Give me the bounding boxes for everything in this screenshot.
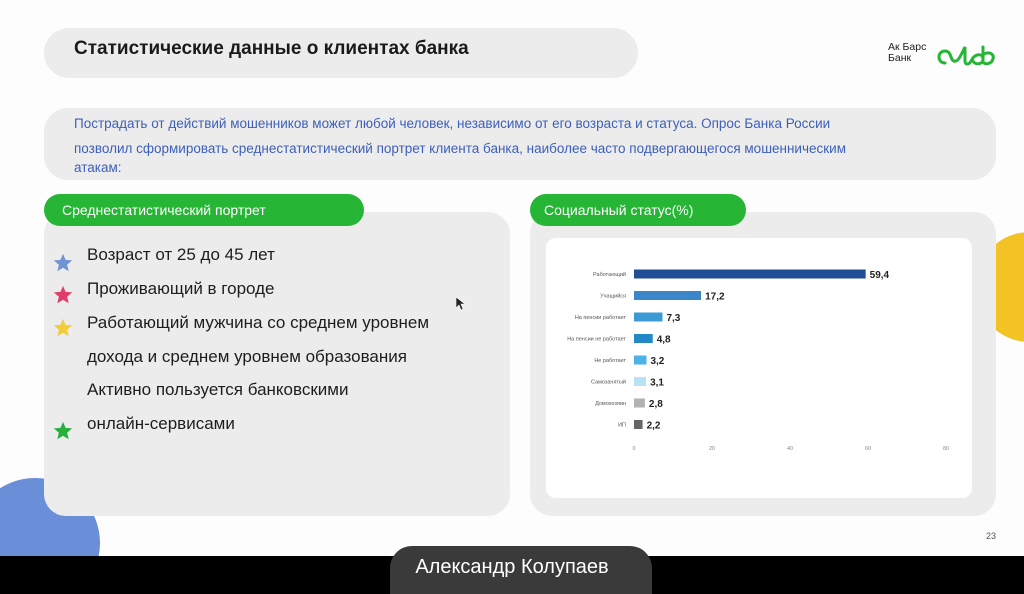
bar	[634, 399, 645, 408]
slide-title: Статистические данные о клиентах банка	[74, 38, 469, 59]
value-label: 2,8	[648, 399, 663, 410]
speaker-caption: Александр Колупаев	[415, 556, 609, 578]
x-tick-label: 0	[632, 446, 636, 452]
portrait-line: Работающий мужчина со среднем уровнем	[87, 313, 430, 332]
value-label: 59,4	[869, 270, 890, 281]
portrait-line: Возраст от 25 до 45 лет	[87, 245, 275, 264]
category-label: Работающий	[593, 272, 626, 278]
x-tick-label: 20	[708, 446, 716, 452]
value-label: 3,2	[650, 356, 665, 367]
bar	[634, 377, 646, 386]
star-shape	[54, 422, 72, 439]
x-tick-label: 40	[786, 446, 794, 452]
mouse-cursor-icon	[456, 297, 466, 311]
star-shape	[54, 254, 72, 271]
portrait-line: Проживающий в городе	[87, 279, 275, 298]
star-icon	[52, 420, 74, 442]
bar	[634, 356, 646, 365]
category-label: Учащийся	[600, 293, 626, 300]
status-header: Социальный статус(%)	[530, 194, 746, 226]
value-label: 4,8	[656, 334, 671, 346]
bar	[634, 334, 653, 343]
intro-line: позволил сформировать среднестатистический портрет клиента банка, наиболее часто подвергающегося мошенническим	[74, 141, 846, 156]
category-label: Самозанятый	[590, 379, 626, 386]
chart-card	[546, 238, 972, 498]
portrait-line: дохода и среднем уровнем образования	[87, 347, 407, 366]
category-label: На пенсии работает	[574, 315, 626, 321]
intro-line: Пострадать от действий мошенников может любой человек, независимо от его возраста и статуса. Опрос Банка России	[74, 116, 831, 131]
bar	[634, 313, 662, 322]
portrait-line: Активно пользуется банковскими	[87, 380, 349, 399]
x-tick-label: 60	[864, 446, 872, 452]
category-label: Не работает	[594, 358, 626, 364]
bar	[634, 270, 866, 279]
portrait-header: Среднестатистический портрет	[44, 194, 364, 226]
value-label: 17,2	[705, 291, 725, 303]
x-tick-label: 80	[942, 446, 950, 452]
bar	[634, 420, 643, 429]
intro-line: атакам:	[74, 160, 122, 175]
category-label: Домохозяин	[595, 401, 626, 407]
star-icon	[52, 284, 74, 306]
star-icon	[52, 252, 74, 274]
logo-line2: Банк	[888, 52, 912, 64]
status-bar-chart	[546, 238, 972, 498]
star-icon	[52, 317, 74, 339]
value-label: 2,2	[646, 420, 661, 432]
bank-logo	[888, 42, 926, 64]
logo-line1: Ак Барс	[888, 41, 927, 53]
star-shape	[54, 319, 72, 336]
page-number: 23	[986, 531, 997, 541]
bar	[634, 291, 701, 300]
star-shape	[54, 286, 72, 303]
value-label: 3,1	[650, 377, 664, 389]
value-label: 7,3	[666, 313, 681, 324]
category-label: На пенсии не работает	[567, 336, 626, 343]
logo-mark-icon	[935, 43, 997, 67]
category-label: ИП	[618, 422, 626, 429]
portrait-line: онлайн-сервисами	[87, 414, 235, 433]
intro-text	[74, 111, 984, 175]
